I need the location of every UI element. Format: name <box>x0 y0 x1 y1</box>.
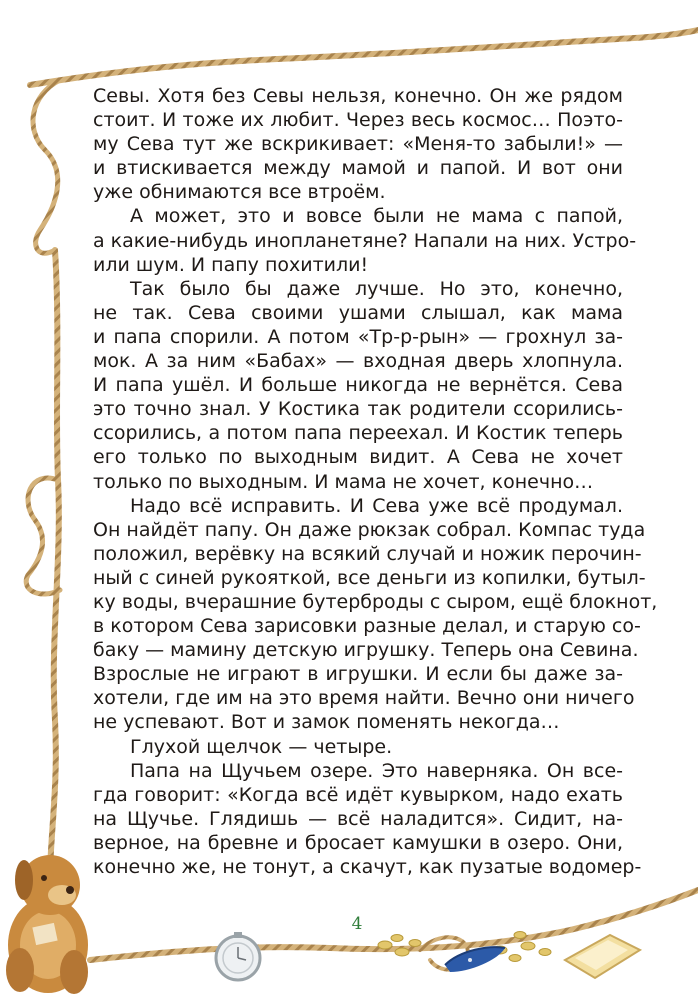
left-rope <box>50 250 59 870</box>
text-line: Надо всё исправить. И Сева уже всё продумал. <box>130 494 623 517</box>
blue-pocket-knife-illustration <box>445 947 505 972</box>
text-line: гда говорит: «Когда всё идёт кувырком, надо ехать <box>93 783 623 806</box>
text-line: на Щучье. Глядишь — всё наладится». Сидит, на- <box>93 807 623 830</box>
text-line: стоит. И тоже их любит. Через весь космос… Поэто- <box>93 109 623 132</box>
text-line: А может, это и вовсе были не мама с папой, <box>130 205 623 228</box>
text-line: Взрослые не играют в игрушки. И если бы даже за- <box>93 663 623 686</box>
teddy-dog-toy-illustration <box>6 855 88 994</box>
text-line: и папа спорили. А потом «Тр-р-рын» — грохнул за- <box>93 325 623 348</box>
text-line: И папа ушёл. И больше никогда не вернётся. Сева <box>93 374 623 397</box>
text-line: в котором Сева зарисовки разные делал, и старую со- <box>93 615 641 638</box>
text-line: не успевают. Вот и замок поменять некогда… <box>93 711 560 734</box>
text-line: или шум. И папу похитили! <box>93 253 369 276</box>
text-line: его только по выходным видит. А Сева не хочет <box>93 446 623 469</box>
text-line: хотели, где им на это время найти. Вечно они ничего <box>93 687 635 710</box>
text-line: а какие-нибудь инопланетяне? Напали на них. Устро- <box>93 229 637 252</box>
text-line: верное, на бревне и бросает камушки в озеро. Они, <box>93 831 623 854</box>
text-line: конечно же, не тонут, а скачут, как пузатые водомер- <box>93 856 642 878</box>
text-line: только по выходным. И мама не хочет, конечно… <box>93 470 594 493</box>
rope-loop-top-left <box>33 80 60 253</box>
text-line: му Сева тут же вскрикивает: «Меня-то забыли!» — <box>93 133 623 156</box>
text-line: ссорились, а потом папа переехал. И Костик теперь <box>93 422 623 445</box>
top-rope <box>30 30 698 85</box>
text-line: Севы. Хотя без Севы нельзя, конечно. Он же рядом <box>93 85 623 107</box>
text-line: Так было бы даже лучше. Но это, конечно, <box>130 277 623 300</box>
text-line: и втискивается между мамой и папой. И вот они <box>93 157 623 180</box>
text-line: положил, верёвку на всякий случай и ножик перочин- <box>93 542 642 565</box>
pocket-watch-illustration <box>216 932 260 980</box>
text-line: это точно знал. У Костика так родители ссорились- <box>93 398 623 421</box>
text-line: не так. Сева своими ушами слышал, как мама <box>93 301 623 324</box>
text-line: Он найдёт папу. Он даже рюкзак собрал. Компас туда <box>93 518 646 541</box>
text-line: Папа на Щучьем озере. Это наверняка. Он все- <box>130 759 623 782</box>
text-line: Глухой щелчок — четыре. <box>130 735 393 758</box>
text-line: ку воды, вчерашние бутерброды с сыром, ещё блокнот, <box>93 590 658 613</box>
text-line: ный с синей рукояткой, все деньги из копилки, бутыл- <box>93 566 646 589</box>
body-text <box>93 84 658 879</box>
text-line: мок. А за ним «Бабах» — входная дверь хлопнула. <box>93 350 623 373</box>
page-number: 4 <box>351 914 363 934</box>
notebook-illustration <box>565 935 640 978</box>
text-line: уже обнимаются все втроём. <box>93 181 386 204</box>
text-line: баку — мамину детскую игрушку. Теперь она Севина. <box>93 639 639 662</box>
